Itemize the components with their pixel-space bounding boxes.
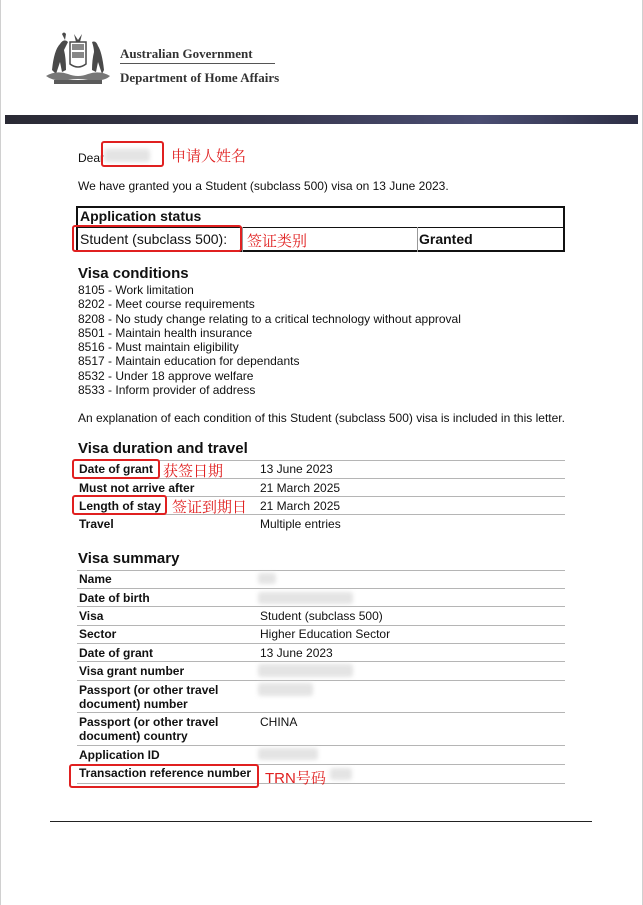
annotation-trn: TRN号码 <box>265 770 326 787</box>
summary-value: 13 June 2023 <box>260 646 333 660</box>
annotation-grant-date: 获签日期 <box>163 463 224 480</box>
application-status-heading: Application status <box>80 208 202 224</box>
summary-value: CHINA <box>260 715 298 729</box>
duration-label: Travel <box>79 517 114 531</box>
condition-item: 8501 - Maintain health insurance <box>78 326 253 340</box>
annotation-box-grant-date <box>72 459 160 479</box>
duration-value: 21 March 2025 <box>260 481 341 495</box>
redacted-date-of-birth <box>258 592 353 604</box>
summary-label: document) country <box>79 729 188 743</box>
status-value: Granted <box>419 231 473 247</box>
annotation-box-trn <box>69 764 259 788</box>
summary-label: Date of birth <box>79 591 150 605</box>
visa-conditions-heading: Visa conditions <box>78 265 189 282</box>
status-table-col-divider <box>417 227 418 252</box>
footer-divider <box>50 821 592 822</box>
condition-item: 8516 - Must maintain eligibility <box>78 340 239 354</box>
coat-of-arms-icon <box>40 30 116 86</box>
annotation-visa-type: 签证类别 <box>247 233 308 250</box>
status-table-col-divider <box>242 227 243 252</box>
header-divider <box>120 63 275 64</box>
annotation-expiry: 签证到期日 <box>172 499 248 516</box>
row-divider <box>77 643 565 644</box>
summary-label: Passport (or other travel <box>79 683 219 697</box>
redacted-name <box>258 573 276 584</box>
header-banner <box>5 115 638 124</box>
condition-item: 8202 - Meet course requirements <box>78 297 255 311</box>
duration-value: 13 June 2023 <box>260 462 333 476</box>
row-divider <box>77 588 565 589</box>
department-title: Department of Home Affairs <box>120 70 280 85</box>
duration-label: Date of grant <box>79 462 154 476</box>
condition-item: 8105 - Work limitation <box>78 283 194 297</box>
condition-item: 8533 - Inform provider of address <box>78 383 256 397</box>
redacted-trn <box>330 768 352 780</box>
grant-sentence: We have granted you a Student (subclass 500) visa on 13 June 2023. <box>78 179 449 193</box>
row-divider <box>77 745 565 746</box>
annotation-box-visa-type <box>72 225 242 252</box>
duration-label: Must not arrive after <box>79 481 195 495</box>
summary-label: Sector <box>79 627 117 641</box>
annotation-name: 申请人姓名 <box>171 148 247 165</box>
condition-item: 8532 - Under 18 approve welfare <box>78 369 254 383</box>
summary-value: Higher Education Sector <box>260 627 391 641</box>
summary-heading: Visa summary <box>78 550 180 567</box>
summary-label: Application ID <box>79 748 160 762</box>
summary-label: Visa <box>79 609 104 623</box>
duration-heading: Visa duration and travel <box>78 440 248 457</box>
row-divider <box>77 712 565 713</box>
government-title: Australian Government <box>120 46 253 61</box>
duration-label: Length of stay <box>79 499 162 513</box>
condition-item: 8208 - No study change relating to a critical technology without approval <box>78 312 461 326</box>
redacted-passport-number <box>258 683 313 696</box>
salutation: Dear <box>78 151 105 165</box>
row-divider <box>77 625 565 626</box>
page-left-edge <box>0 0 1 905</box>
summary-value: Student (subclass 500) <box>260 609 383 623</box>
summary-label: Visa grant number <box>79 664 185 678</box>
row-divider <box>77 680 565 681</box>
row-divider <box>77 606 565 607</box>
duration-value: 21 March 2025 <box>260 499 341 513</box>
redacted-grant-number <box>258 664 353 677</box>
summary-label: Transaction reference number <box>79 766 252 780</box>
summary-label: document) number <box>79 697 188 711</box>
summary-label: Date of grant <box>79 646 154 660</box>
conditions-explanation: An explanation of each condition of this Student (subclass 500) visa is included in this letter. <box>78 411 565 425</box>
redacted-application-id <box>258 748 318 760</box>
annotation-box-name <box>101 141 164 167</box>
condition-item: 8517 - Maintain education for dependants <box>78 354 300 368</box>
summary-label: Name <box>79 572 112 586</box>
duration-value: Multiple entries <box>260 517 341 531</box>
summary-label: Passport (or other travel <box>79 715 219 729</box>
row-divider <box>77 570 565 571</box>
visa-type-label: Student (subclass 500): <box>80 231 228 247</box>
row-divider <box>77 661 565 662</box>
annotation-box-expiry <box>72 495 167 515</box>
